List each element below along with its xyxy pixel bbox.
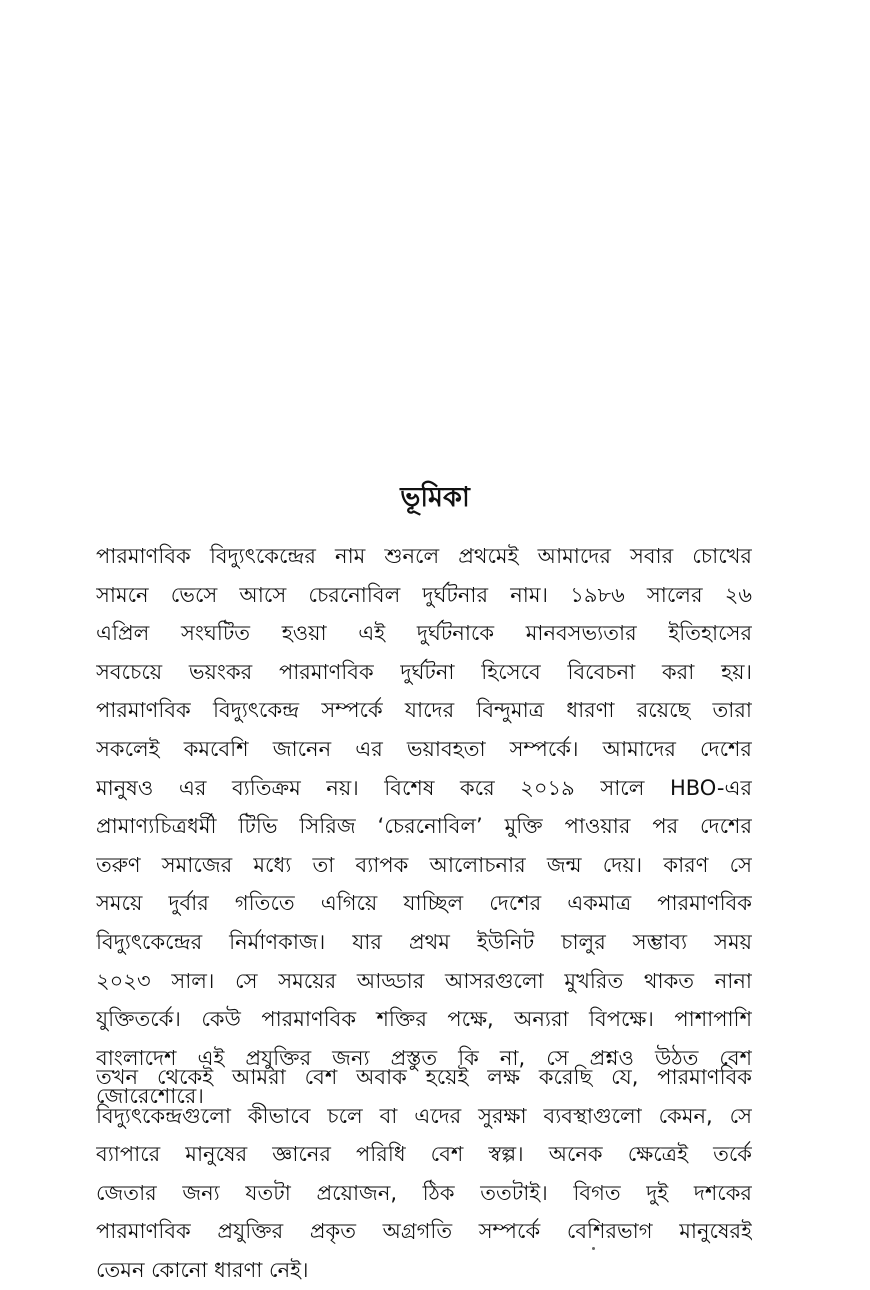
text-line: বিদ্যুৎকেন্দ্রের নির্মাণকাজ। যার প্রথম ইউনিট চালুর সম্ভাব্য সময়: [96, 929, 752, 954]
paragraph-2: [96, 1058, 752, 1290]
text-line: ২০২৩ সাল। সে সময়ের আড্ডার আসরগুলো মুখরিত থাকত নানা: [96, 968, 752, 993]
text-line: পারমাণবিক বিদ্যুৎকেন্দ্রের নাম শুনলে প্রথমেই আমাদের সবার চোখের: [96, 544, 752, 568]
text-line: জেতার জন্য যতটা প্রয়োজন, ঠিক ততটাই। বিগত দুই দশকের: [96, 1180, 752, 1205]
text-line: তরুণ সমাজের মধ্যে তা ব্যাপক আলোচনার জন্ম দেয়। কারণ সে: [96, 852, 752, 877]
text-line: প্রামাণ্যচিত্রধর্মী টিভি সিরিজ ‘চেরনোবিল’ মুক্তি পাওয়ার পর দেশের: [96, 814, 752, 839]
text-line: সবচেয়ে ভয়ংকর পারমাণবিক দুর্ঘটনা হিসেবে বিবেচনা করা হয়।: [96, 659, 752, 684]
text-line: ব্যাপারে মানুষের জ্ঞানের পরিধি বেশ স্বল্প। অনেক ক্ষেত্রেই তর্কে: [96, 1142, 752, 1167]
text-line: সকলেই কমবেশি জানেন এর ভয়াবহতা সম্পর্কে। আমাদের দেশের: [96, 736, 752, 761]
print-speck: [592, 1247, 595, 1250]
text-line: যুক্তিতর্কে। কেউ পারমাণবিক শক্তির পক্ষে, অন্যরা বিপক্ষে। পাশাপাশি: [96, 1007, 752, 1032]
text-line: পারমাণবিক প্রযুক্তির প্রকৃত অগ্রগতি সম্পর্কে বেশিরভাগ মানুষেরই: [96, 1219, 752, 1244]
text-line: বিদ্যুৎকেন্দ্রগুলো কীভাবে চলে বা এদের সুরক্ষা ব্যবস্থাগুলো কেমন, সে: [96, 1103, 752, 1128]
text-line: মানুষও এর ব্যতিক্রম নয়। বিশেষ করে ২০১৯ সালে HBO-এর: [96, 775, 752, 800]
text-line: সামনে ভেসে আসে চেরনোবিল দুর্ঘটনার নাম। ১৯৮৬ সালের ২৬: [96, 582, 752, 607]
text-line: এপ্রিল সংঘটিত হওয়া এই দুর্ঘটনাকে মানবসভ্যতার ইতিহাসের: [96, 621, 752, 646]
paragraph-1: [96, 537, 752, 1116]
text-line: তখন থেকেই আমরা বেশ অবাক হয়েই লক্ষ করেছি যে, পারমাণবিক: [96, 1065, 752, 1089]
text-line: তেমন কোনো ধারণা নেই।: [96, 1257, 309, 1282]
text-line: জোরেশোরে।: [96, 1084, 204, 1109]
chapter-title: ভূমিকা: [400, 482, 470, 513]
text-line: বাংলাদেশ এই প্রযুক্তির জন্য প্রস্তুত কি না, সে প্রশ্নও উঠত বেশ: [96, 1045, 752, 1070]
text-line: পারমাণবিক বিদ্যুৎকেন্দ্র সম্পর্কে যাদের বিন্দুমাত্র ধারণা রয়েছে তারা: [96, 698, 752, 723]
text-line: সময়ে দুর্বার গতিতে এগিয়ে যাচ্ছিল দেশের একমাত্র পারমাণবিক: [96, 891, 752, 916]
